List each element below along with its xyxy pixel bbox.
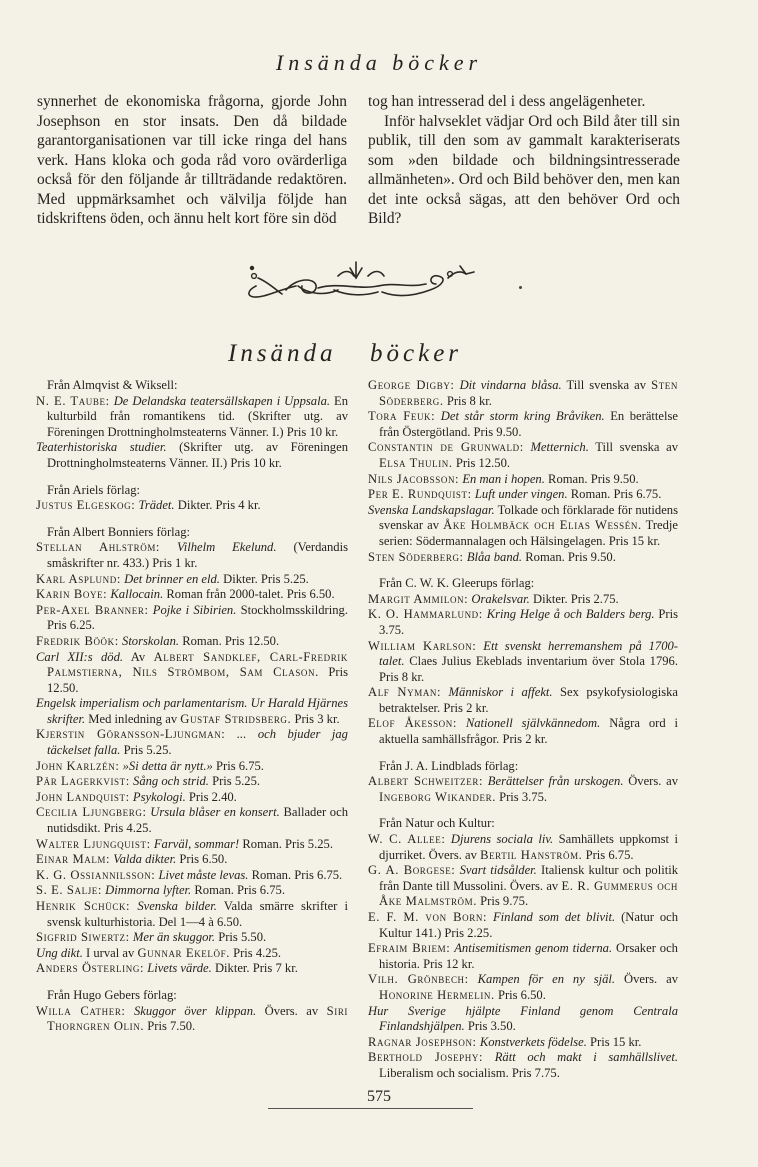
entry-translator: Honorine Hermelin. (379, 987, 495, 1002)
entry-details: Pris 2.40. (188, 789, 237, 804)
entry-author: W. C. Allee: (368, 832, 446, 847)
entry-details: Liberalism och socialism. Pris 7.75. (379, 1065, 560, 1080)
entry-author: Gustaf Stridsberg. (180, 711, 292, 726)
entry-title: Berättelser från urskogen. (487, 774, 624, 789)
entry-title: Dimmorna lyfter. (105, 883, 192, 898)
entry-connector: Till svenska av (566, 378, 647, 392)
entry-author: Willa Cather: (36, 1003, 126, 1018)
entry-title: Kampen för en ny själ. (477, 972, 616, 987)
entry-title: Människor i affekt. (448, 685, 553, 700)
entry-translator: Siri Thorngren Olin. (47, 1003, 349, 1034)
intro-left-column (37, 92, 347, 229)
entry-translator: Ingeborg Wikander. (379, 789, 496, 804)
entry-details: Dikter. Pris 7 kr. (214, 961, 298, 976)
book-entry (36, 440, 348, 471)
entry-author: Berthold Josephy: (368, 1050, 484, 1065)
entry-details: Roman. Pris 9.50. (548, 471, 639, 486)
publisher-heading: Från C. W. K. Gleerups förlag: (379, 576, 535, 591)
entry-title: Konstverkets födelse. (479, 1034, 587, 1049)
entry-title: Carl XII:s död. (36, 649, 124, 664)
entry-author: Kjerstin Göransson-Ljungman: (36, 727, 226, 742)
book-entry (36, 790, 348, 806)
entry-title: Finland som det blivit. (492, 910, 616, 924)
entry-title: Trädet. (138, 498, 175, 513)
entry-details: En berättelse från Östergötland. Pris 9.50. (379, 409, 678, 439)
entry-details: (Natur och Kultur 141.) Pris 2.25. (379, 910, 679, 940)
book-entry (368, 639, 678, 686)
entry-title: Mer än skuggor. (132, 930, 216, 945)
entry-title: Rätt och makt i samhällslivet. (494, 1050, 679, 1065)
entry-author: Henrik Schück: (36, 899, 131, 913)
entry-details: Roman. Pris 6.75. (194, 883, 285, 898)
entry-title: Det står storm kring Bråviken. (440, 409, 605, 424)
book-entry (368, 910, 678, 941)
book-entry (36, 696, 348, 727)
entry-details: Pris 15 kr. (590, 1034, 642, 1049)
entry-details: En kulturbild från romantikens tid. (Skrifter utg. av Föreningen Drottningholmsteaterns Vänner. I.) Pris 10 kr. (47, 393, 348, 439)
entry-details: Dikter. Pris 5.25. (223, 571, 309, 586)
entry-title: Luft under vingen. (474, 487, 568, 502)
entry-details: Dikter. Pris 4 kr. (177, 498, 261, 513)
book-entry (36, 1004, 348, 1035)
entry-author: Anders Österling: (36, 961, 145, 976)
entry-connector: Samhällets uppkomst i djurriket. Övers. av (379, 832, 678, 862)
publisher-heading: Från Hugo Gebers förlag: (47, 987, 177, 1002)
entry-details: Pris 6.50. (497, 987, 546, 1002)
entry-author: Alf Nyman: (368, 685, 442, 700)
book-entry (368, 941, 678, 972)
book-entry (36, 868, 348, 884)
entry-details: Roman. Pris 12.50. (182, 633, 280, 648)
entry-title: Svenska bilder. (137, 899, 217, 913)
entry-title: Svart tidsålder. (459, 863, 537, 878)
entry-title: Livets värde. (147, 961, 212, 976)
intro-right-paragraph-2: Inför halvseklet vädjar Ord och Bild åter till sin publik, till den som av gammalt karakteriserats som »den bildade och bildningsintresserade allmänheten». Ord och Bild behöver den, men kan det inte också sägas, att den behöver Ord och Bild? (368, 112, 680, 227)
entry-author: Per E. Rundquist: (368, 487, 472, 502)
entry-details: (Verdandis småskrifter nr. 433.) Pris 1 kr. (47, 540, 348, 570)
entry-connector: Av (130, 649, 146, 664)
entry-author: Vilh. Grönbech: (368, 972, 469, 987)
book-entry (36, 837, 348, 853)
entry-details: Pris 12.50. (455, 455, 511, 470)
entry-author: Walter Ljungquist: (36, 836, 151, 851)
entry-connector: Tolkade och förklarade för nutidens svenskar av (379, 502, 678, 533)
book-entry (368, 592, 678, 608)
entry-details: Tredje serien: Södermannalagen och Hälsingelagen. Pris 15 kr. (379, 518, 678, 548)
entry-title: Kallocain. (110, 587, 164, 602)
entry-author: Cecilia Ljungberg: (36, 805, 147, 820)
entry-title: De Delandska teatersällskapen i Uppsala. (113, 393, 331, 408)
entry-title: Skuggor över klippan. (133, 1003, 257, 1018)
section-title-word-1: Insända (228, 340, 337, 367)
book-entry (368, 716, 678, 747)
entry-author: Albert Sandklef, Carl-Fredrik Palmstierna, Nils Strömbom, Sam Clason. (47, 649, 348, 680)
book-entry (36, 498, 348, 514)
entry-details: Pris 3 kr. (294, 711, 340, 726)
book-entry (368, 503, 678, 550)
entry-title: Djurens sociala liv. (450, 832, 554, 847)
entry-title: Blåa band. (466, 549, 523, 564)
entry-connector: Övers. av (264, 1003, 319, 1018)
entry-details: Pris 3.50. (467, 1019, 516, 1034)
entry-details: Pris 3.75. (379, 607, 679, 637)
entry-title: Hur Sverige hjälpte Finland genom Centrala Finlandshjälpen. (368, 1003, 678, 1034)
entry-author: Justus Elgeskog: (36, 498, 136, 513)
intro-left-paragraph: synnerhet de ekonomiska frågorna, gjorde John Josephson en stor insats. Den då bildade garantorganisationen var till icke ringa del hans verk. Hans kloka och goda råd voro ovärderliga också för den följande år tillträdande redaktören. Med uppmärksamhet och välvilja följde han tidskriftens öden, och ännu helt kort före sin död (37, 93, 347, 227)
intro-right-paragraph-1: tog han intresserad del i dess angelägenheter. (368, 93, 646, 110)
entry-details: Pris 5.50. (218, 930, 267, 945)
entry-author: William Karlson: (368, 638, 477, 653)
entry-title: Psykologi. (132, 789, 186, 804)
entry-details: Pris 4.25. (233, 945, 282, 960)
entry-details: Några ord i aktuella samhällsfrågor. Pris 2 kr. (379, 716, 678, 747)
entry-author: John Landquist: (36, 789, 130, 804)
entry-author: Karl Asplund: (36, 571, 121, 586)
book-entry (36, 774, 348, 790)
book-entry (36, 394, 348, 441)
entry-details: Roman från 2000-talet. Pris 6.50. (166, 587, 335, 602)
book-entry (368, 607, 678, 638)
entry-author: G. A. Borgese: (368, 863, 456, 878)
book-entry (368, 378, 678, 409)
section-title-word-2: böcker (370, 340, 463, 367)
book-entry (368, 550, 678, 566)
entry-author: Albert Schweitzer: (368, 774, 484, 789)
book-entry (368, 863, 678, 910)
entry-author: Fredrik Böök: (36, 633, 119, 648)
entry-details: Stockholmsskildring. Pris 6.25. (47, 602, 348, 633)
entry-author: Stellan Ahlström: (36, 540, 161, 555)
entry-translator: E. R. Gummerus och Åke Malmström. (379, 878, 678, 909)
entry-title: Metternich. (530, 440, 589, 455)
entry-details: Pris 12.50. (47, 665, 348, 695)
book-entry (368, 1035, 678, 1051)
entry-author: Einar Malm: (36, 852, 111, 867)
book-entry (368, 685, 678, 716)
entry-connector: Italiensk kultur och politik från Dante till Mussolini. Övers. av (379, 863, 678, 893)
publisher-heading: Från J. A. Lindblads förlag: (379, 758, 519, 773)
running-head: Insända böcker (275, 50, 483, 75)
page-number: 575 (367, 1088, 391, 1105)
entry-author: Sigfrid Siwertz: (36, 930, 130, 945)
entry-connector: Med inledning av (88, 711, 178, 726)
entry-title: ... och bjuder jag täckelset falla. (47, 727, 348, 758)
entry-details: Valda smärre skrifter i svensk kulturhistoria. Del 1—4 à 6.50. (47, 899, 349, 929)
book-entry (368, 1050, 678, 1081)
entry-connector: I urval av (86, 945, 135, 960)
entry-author: Sten Söderberg: (368, 549, 464, 564)
entry-title: Det brinner en eld. (124, 571, 220, 586)
entry-title: Orakelsvar. (471, 591, 530, 606)
entry-title: Nationell självkännedom. (465, 716, 601, 731)
entry-details: Pris 3.75. (499, 789, 548, 804)
book-entry (368, 472, 678, 488)
entry-title: Dit vindarna blåsa. (459, 378, 562, 392)
entry-title: Antisemitismen genom tiderna. (454, 941, 613, 956)
entry-title: Kring Helge å och Balders berg. (486, 607, 655, 622)
entry-details: Pris 6.75. (585, 847, 634, 862)
entry-details: Pris 9.75. (480, 894, 529, 909)
entry-details: Ballader och nutidsdikt. Pris 4.25. (47, 805, 348, 836)
entry-details: Sex psykofysiologiska betraktelser. Pris 2 kr. (379, 685, 678, 715)
entry-details: Pris 5.25. (212, 774, 261, 789)
entry-author: K. G. Ossiannilsson: (36, 867, 156, 882)
entry-author: Karin Boye: (36, 587, 108, 602)
entry-author: N. E. Taube: (36, 393, 110, 408)
entry-details: Dikter. Pris 2.75. (532, 591, 619, 606)
book-entry (36, 899, 348, 930)
publisher-heading: Från Albert Bonniers förlag: (47, 524, 191, 539)
entry-author: Gunnar Ekelöf. (137, 945, 230, 960)
book-entry (36, 634, 348, 650)
entry-author: E. F. M. von Born: (368, 910, 488, 924)
entry-details: Roman. Pris 5.25. (242, 836, 333, 851)
entry-translator: Bertil Hanström. (480, 847, 583, 862)
book-entry (36, 587, 348, 603)
vignette-ornament-icon (238, 256, 488, 304)
entry-details: Pris 5.25. (123, 743, 172, 758)
entry-author: Nils Jacobsson: (368, 471, 460, 486)
entry-title: Ung dikt. (36, 945, 83, 960)
entry-author: Constantin de Grunwald: (368, 440, 524, 455)
entry-details: Claes Julius Ekeblads inventarium över Stola 1796. Pris 8 kr. (379, 654, 678, 684)
entry-connector: Övers. av (628, 774, 679, 789)
entry-author: George Digby: (368, 378, 455, 392)
entry-author: S. E. Salje: (36, 883, 102, 898)
intro-right-column (368, 92, 680, 229)
entry-author: Elof Åkesson: (368, 716, 457, 731)
entry-title: Svenska Landskapslagar. (368, 502, 495, 517)
book-entry (36, 572, 348, 588)
entry-author: Per-Axel Branner: (36, 602, 149, 617)
entry-author: Ragnar Josephson: (368, 1034, 477, 1049)
publisher-heading: Från Natur och Kultur: (379, 816, 495, 831)
entry-connector: Övers. av (623, 972, 678, 987)
entry-details: (Skrifter utg. av Föreningen Drottningholmsteaterns Vänner. II.) Pris 10 kr. (47, 440, 348, 470)
entry-title: Pojke i Sibirien. (152, 602, 237, 617)
right-book-list (368, 378, 678, 1082)
book-entry (368, 832, 678, 863)
entry-details: Roman. Pris 6.75. (570, 487, 662, 502)
entry-author: Åke Holmbäck och Elias Wessén. (443, 518, 642, 533)
book-entry (368, 487, 678, 503)
entry-title: Farväl, sommar! (153, 836, 240, 851)
book-entry (368, 409, 678, 440)
book-entry (36, 540, 348, 571)
book-entry (368, 440, 678, 471)
entry-details: Roman. Pris 6.75. (251, 867, 343, 882)
book-entry (36, 852, 348, 868)
entry-details: Roman. Pris 9.50. (525, 549, 616, 564)
entry-details: Pris 8 kr. (446, 393, 492, 408)
book-entry (36, 930, 348, 946)
entry-author: Pär Lagerkvist: (36, 774, 130, 789)
footer-rule (268, 1108, 473, 1109)
entry-connector: Till svenska av (595, 440, 679, 455)
book-entry (36, 759, 348, 775)
entry-details: Pris 6.50. (179, 852, 228, 867)
entry-author: Efraim Briem: (368, 941, 451, 956)
entry-translator: Elsa Thulin. (379, 455, 453, 470)
left-book-list (36, 378, 348, 1035)
book-entry (36, 946, 348, 962)
book-entry (368, 774, 678, 805)
book-entry (368, 972, 678, 1003)
book-entry (36, 727, 348, 758)
entry-details: Pris 6.75. (216, 758, 264, 773)
entry-title: Sång och strid. (133, 774, 209, 789)
entry-title: Ett svenskt herremanshem på 1700-talet. (379, 638, 679, 669)
entry-author: John Karlzén: (36, 758, 120, 773)
book-entry (36, 961, 348, 977)
book-entry (36, 805, 348, 836)
entry-title: Vilhelm Ekelund. (176, 540, 277, 555)
entry-title: Livet måste levas. (158, 867, 249, 882)
entry-translator: Sten Söderberg. (379, 378, 678, 408)
entry-title: En man i hopen. (462, 471, 545, 486)
entry-author: Margit Ammilon: (368, 591, 469, 606)
entry-title: Ursula blåser en konsert. (150, 805, 280, 820)
entry-title: »Si detta är nytt.» (122, 758, 213, 773)
publisher-heading: Från Almqvist & Wiksell: (47, 378, 178, 392)
book-entry (368, 1004, 678, 1035)
entry-author: K. O. Hammarlund: (368, 607, 483, 622)
entry-details: Orsaker och historia. Pris 12 kr. (379, 941, 678, 971)
stray-dot (519, 286, 522, 289)
entry-details: Pris 7.50. (147, 1019, 196, 1034)
book-entry (36, 650, 348, 697)
book-entry (36, 603, 348, 634)
entry-title: Teaterhistoriska studier. (36, 440, 167, 455)
entry-title: Storskolan. (122, 633, 180, 648)
entry-author: Tora Feuk: (368, 409, 436, 424)
entry-title: Engelsk imperialism och parlamentarism. Ur Harald Hjärnes skrifter. (36, 696, 348, 726)
book-entry (36, 883, 348, 899)
entry-title: Valda dikter. (113, 852, 177, 867)
publisher-heading: Från Ariels förlag: (47, 482, 141, 497)
